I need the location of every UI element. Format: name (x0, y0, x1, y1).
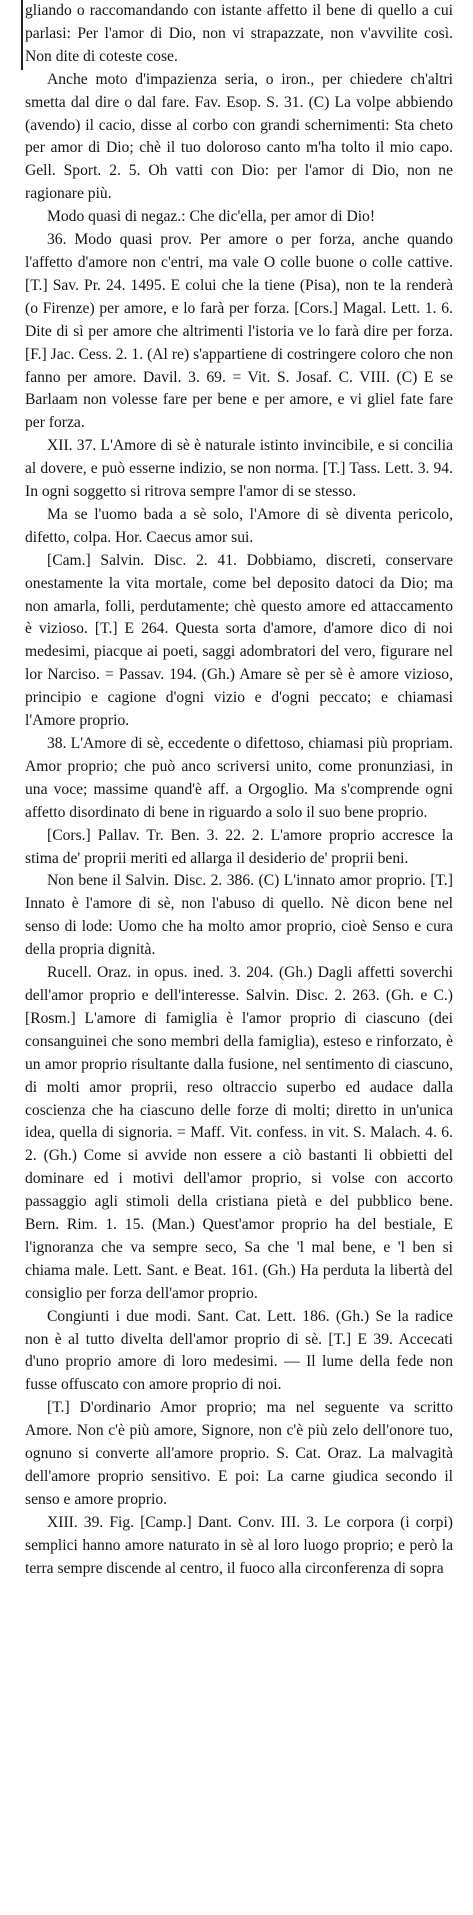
paragraph-13: [T.] D'ordinario Amor proprio; ma nel seguente va scritto Amore. Non c'è più amore, Signore, non c'è più zelo dell'onore tuo, ognuno si converte all'amore proprio. S. Cat. Oraz. La malvagità dell'amore proprio sensitivo. E poi: La carne giudica secondo il senso e amore proprio. (25, 1399, 453, 1508)
paragraph-1: gliando o raccomandando con istante affetto il bene di quello a cui parlasi: Per l'amor di Dio, non vi strapazzate, non v'avvilite così. Non dite di coteste cose. (25, 2, 453, 65)
paragraph-6: Ma se l'uomo bada a sè solo, l'Amore di sè diventa pericolo, difetto, colpa. Hor. Caecus amor sui. (25, 505, 453, 546)
paragraph-2: Anche moto d'impazienza seria, o iron., per chiedere ch'altri smetta dal dire o dal fare. Fav. Esop. S. 31. (C) La volpe abbiendo (avendo) il cacio, disse al corbo con grandi schernimenti: Sta cheto per amor di Dio; chè il tuo doloroso canto m'ha tolto il mio capo. Gell. Sport. 2. 5. Oh vatti con Dio: per l'amor di Dio, non ne ragionare più. (25, 70, 453, 203)
margin-rule (21, 0, 23, 70)
paragraph-10: Non bene il Salvin. Disc. 2. 386. (C) L'innato amor proprio. [T.] Innato è l'amore di sè, non l'abuso di quello. Nè dicon bene nel senso di lode: Uomo che ha molto amor proprio, cioè Senso e cura della propria dignità. (25, 872, 453, 959)
paragraph-8-section-38: 38. L'Amore di sè, eccedente o difettoso, chiamasi più propriam. Amor proprio; che può anco scriversi unito, come pronunziasi, in una voce; massime quand'è aff. a Orgoglio. Ma s'comprende ogni affetto disordinato di bene in riguardo a solo il suo bene proprio. (25, 735, 453, 821)
paragraph-9: [Cors.] Pallav. Tr. Ben. 3. 22. 2. L'amore proprio accresce la stima de' proprii meriti ed allarga il desiderio de' proprii beni. (25, 826, 453, 867)
paragraph-7: [Cam.] Salvin. Disc. 2. 41. Dobbiamo, discreti, conservare onestamente la vita mortale, come bel deposito datoci da Dio; ma non amarla, folli, perdutamente; chè questo amore ed attaccamento è vizioso. [T.] E 264. Questa sorta d'amore, d'amore dico di noi medesimi, piacque ai poeti, saggi adombratori del vero, figurare nel lor Narciso. = Passav. 194. (Gh.) Amare sè per sè è amore vizioso, principio e cagione d'ogni vizio e d'ogni peccato; e chiamasi l'Amore proprio. (25, 551, 453, 730)
paragraph-4-section-36: 36. Modo quasi prov. Per amore o per forza, anche quando l'affetto d'amore non c'entri, ma vale O colle buone o colle cattive. [T.] Sav. Pr. 24. 1495. E colui che la tiene (Pisa), non te la renderà (o Firenze) per amore, e lo farà per forza. [Cors.] Magal. Lett. 1. 6. Dite di sì per amore che altrimenti l'istoria ve lo farà dire per forza. [F.] Jac. Cess. 2. 1. (Al re) s'appartiene di costringere coloro che non fanno per amore. Davil. 3. 69. = Vit. S. Josaf. C. VIII. (C) E se Barlaam non volesse fare per bene e per amore, e vi gliel fate fare per forza. (25, 231, 453, 432)
paragraph-5-section-37: XII. 37. L'Amore di sè è naturale istinto invincibile, e si concilia al dovere, e può esserne indizio, se non norma. [T.] Tass. Lett. 3. 94. In ogni soggetto si ritrova sempre l'amor di se stesso. (25, 437, 453, 501)
paragraph-12: Congiunti i due modi. Sant. Cat. Lett. 186. (Gh.) Se la radice non è al tutto divelta dell'amor proprio di sè. [T.] E 39. Accecati d'uno proprio amore di loro medesimi. — Il lume della fede non fusse offuscato con amore proprio di noi. (25, 1307, 453, 1394)
paragraph-11: Rucell. Oraz. in opus. ined. 3. 204. (Gh.) Dagli affetti soverchi dell'amor proprio e dell'interesse. Salvin. Disc. 2. 263. (Gh. e C.) [Rosm.] L'amore di famiglia è l'amor proprio di ciascuno (dei consanguinei che sono membri della famiglia), esteso e rinforzato, è un amor proprio risultante dalla fusione, nel sentimento di ciascuno, di molti amor proprii, reso oltraccio superbo ed audace dalla coscienza che ha ciascuno delle forze di molti; diretto in un'unica idea, quella di signoria. = Maff. Vit. confess. in vit. S. Malach. 4. 6. 2. (Gh.) Come si avvide non essere a ciò bastanti li obbietti del dominare ed i motivi dell'amor proprio, si volse con accorto passaggio agli stimoli della cristiana pietà e del pubblico bene. Bern. Rim. 1. 15. (Man.) Quest'amor proprio ha del bestiale, E l'ignoranza che va sempre seco, Sa che 'l mal bene, e 'l ben si chiama male. Lett. Sant. e Beat. 161. (Gh.) Ha perduta la libertà del consiglio per forza dell'amor proprio. (25, 964, 453, 1302)
paragraph-3: Modo quasi di negaz.: Che dic'ella, per amor di Dio! (47, 208, 376, 226)
paragraph-14-section-39: XIII. 39. Fig. [Camp.] Dant. Conv. III. 3. Le corpora (i corpi) semplici hanno amore naturato in sè al loro luogo proprio; e però la terra sempre discende al centro, il fuoco alla circonferenza di sopra (25, 1513, 453, 1577)
